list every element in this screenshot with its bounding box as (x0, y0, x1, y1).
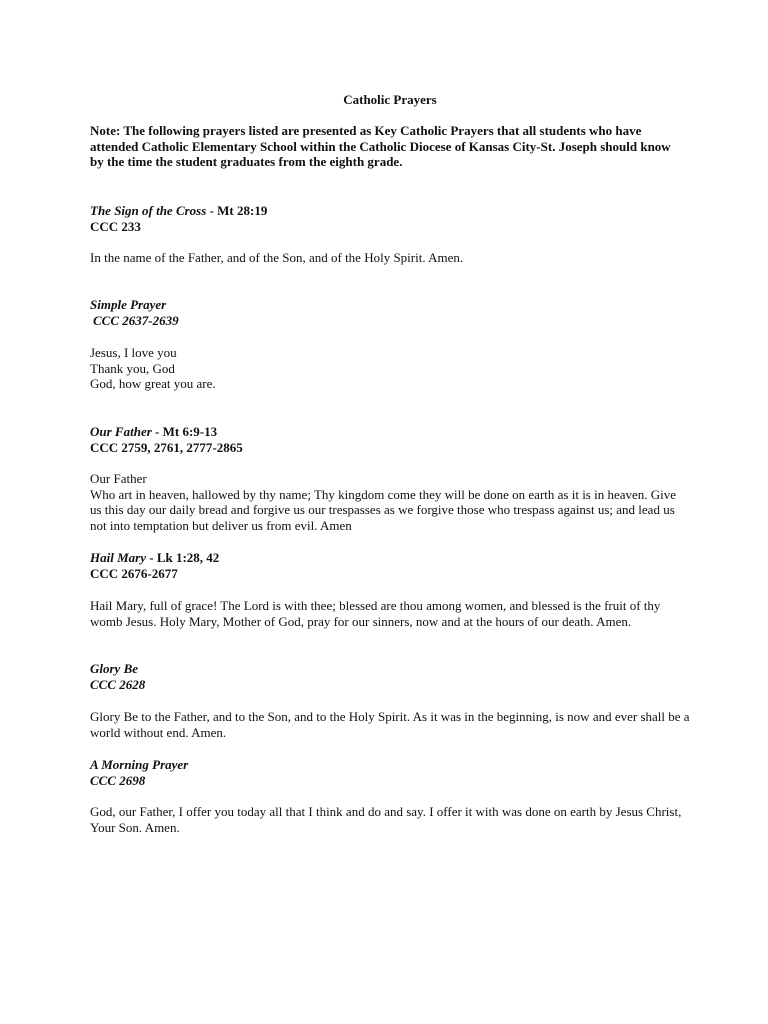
prayer-name: Glory Be (90, 661, 139, 676)
prayer-line: Thank you, God (90, 360, 175, 376)
prayer-line: Hail Mary, full of grace! The Lord is with thee; blessed are thou among women, and blessed is the fruit of thy womb Jesus. Holy Mary, Mother of God, pray for our sinners, now and at the hours of our death. Amen. (90, 598, 661, 629)
prayer-heading-morning-prayer (90, 757, 690, 788)
catechism-reference: CCC 2628 (90, 676, 146, 692)
prayer-name: The Sign of the Cross (90, 203, 207, 218)
prayer-text-morning-prayer (90, 804, 690, 835)
catechism-reference: CCC 233 (90, 218, 141, 234)
prayer-line: Glory Be to the Father, and to the Son, and to the Holy Spirit. As it was in the beginning, is now and ever shall be a world without end. Amen. (90, 709, 690, 740)
prayer-heading-sign-of-the-cross (90, 203, 690, 234)
catechism-reference: CCC 2698 (90, 772, 146, 788)
prayer-heading-glory-be (90, 661, 690, 692)
prayer-line: God, our Father, I offer you today all that I think and do and say. I offer it with was done on earth by Jesus Christ, Your Son. Amen. (90, 804, 682, 835)
catechism-reference: CCC 2759, 2761, 2777-2865 (90, 439, 243, 455)
scripture-reference: - Lk 1:28, 42 (145, 550, 220, 565)
prayer-heading-hail-mary (90, 550, 690, 581)
prayer-line: Our Father (90, 471, 147, 486)
prayer-line: In the name of the Father, and of the Son, and of the Holy Spirit. Amen. (90, 250, 464, 265)
prayer-name: Our Father (90, 424, 152, 439)
prayer-name: Hail Mary (90, 550, 146, 565)
prayer-line: God, how great you are. (90, 376, 216, 392)
prayer-line: Jesus, I love you (90, 345, 177, 360)
intro-note: Note: The following prayers listed are presented as Key Catholic Prayers that all students who have attended Catholic Elementary School within the Catholic Diocese of Kansas City-St. Joseph should know by the time the student graduates from the eighth grade. (90, 123, 671, 170)
prayer-heading-our-father (90, 424, 690, 455)
prayer-text-sign-of-the-cross (90, 250, 690, 266)
catechism-reference: CCC 2676-2677 (90, 565, 178, 581)
page-title: Catholic Prayers (343, 92, 437, 107)
prayer-name: Simple Prayer (90, 297, 167, 312)
prayer-name: A Morning Prayer (90, 757, 189, 772)
prayer-text-simple-prayer (90, 345, 690, 392)
scripture-reference: - Mt 6:9-13 (151, 424, 218, 439)
prayer-text-our-father (90, 471, 690, 533)
prayer-line: Who art in heaven, hallowed by thy name; Thy kingdom come they will be done on earth as it is in heaven. Give us this day our daily bread and forgive us our trespasses as we forgive those who trespass against us; and lead us not into temptation but deliver us from evil. Amen (90, 486, 677, 533)
prayer-heading-simple-prayer (90, 297, 690, 328)
scripture-reference: - Mt 28:19 (206, 203, 268, 218)
prayer-text-hail-mary (90, 598, 690, 629)
prayer-text-glory-be (90, 709, 690, 740)
catechism-reference: CCC 2637-2639 (93, 312, 179, 328)
